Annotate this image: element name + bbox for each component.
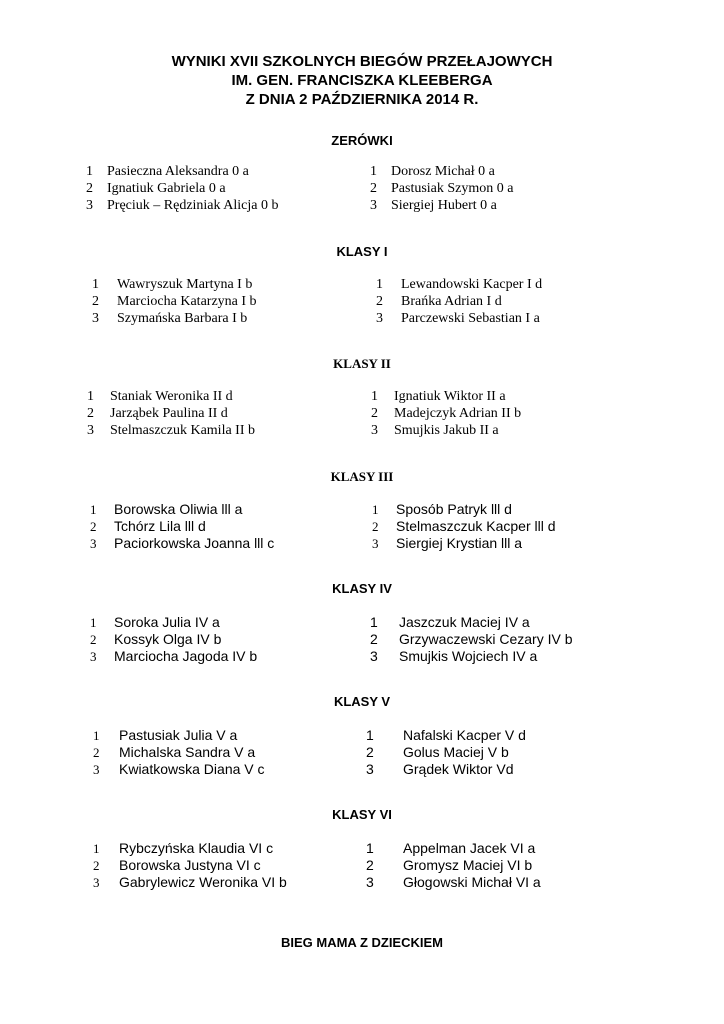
place-number: 3	[376, 311, 383, 326]
participant-name: Brańka Adrian I d	[401, 294, 502, 309]
place-number: 2	[92, 294, 99, 309]
section-heading-klasy-6: KLASY VI	[332, 807, 392, 822]
title-line-2: IM. GEN. FRANCISZKA KLEEBERGA	[231, 72, 493, 89]
section-heading-klasy-5: KLASY V	[333, 694, 391, 709]
participant-name: Lewandowski Kacper I d	[401, 277, 543, 292]
klasy-6-girls-list	[93, 840, 363, 891]
section-heading-klasy-1: KLASY I	[336, 244, 388, 259]
place-number: 3	[370, 648, 378, 664]
place-number: 2	[366, 857, 374, 873]
participant-name: Ignatiuk Gabriela 0 a	[107, 181, 226, 196]
list-item	[370, 163, 620, 180]
title-line-3: Z DNIA 2 PAŹDZIERNIKA 2014 R.	[245, 91, 479, 108]
list-item	[86, 163, 356, 180]
list-item	[90, 631, 360, 648]
title-line-1: WYNIKI XVII SZKOLNYCH BIEGÓW PRZEŁAJOWYCH	[171, 53, 553, 70]
klasy-5-boys-list	[366, 727, 636, 778]
participant-name: Grzywaczewski Cezary IV b	[399, 631, 573, 647]
list-item	[366, 744, 636, 761]
klasy-2-boys-list	[371, 388, 621, 439]
klasy-4-girls-list	[90, 614, 360, 665]
list-item	[90, 648, 360, 665]
list-item	[372, 501, 632, 518]
participant-name: Grądek Wiktor Vd	[403, 761, 514, 777]
participant-name: Kwiatkowska Diana V c	[119, 761, 265, 777]
place-number: 1	[372, 502, 379, 517]
participant-name: Madejczyk Adrian II b	[394, 406, 522, 421]
participant-name: Pastusiak Julia V a	[119, 727, 238, 743]
list-item	[370, 648, 650, 665]
participant-name: Jarząbek Paulina II d	[110, 406, 228, 421]
list-item	[92, 293, 352, 310]
list-item	[366, 727, 636, 744]
place-number: 1	[93, 841, 100, 856]
list-item	[366, 840, 636, 857]
participant-name: Parczewski Sebastian I a	[401, 311, 540, 326]
place-number: 2	[371, 406, 378, 421]
list-item	[376, 276, 626, 293]
place-number: 3	[86, 198, 93, 213]
place-number: 3	[90, 649, 97, 664]
participant-name: Marciocha Jagoda IV b	[114, 648, 258, 664]
place-number: 1	[366, 727, 374, 743]
participant-name: Staniak Weronika II d	[110, 389, 233, 404]
list-item	[371, 422, 621, 439]
participant-name: Dorosz Michał 0 a	[391, 164, 495, 179]
participant-name: Stelmaszczuk Kamila II b	[110, 423, 256, 438]
participant-name: Jaszczuk Maciej IV a	[399, 614, 530, 630]
place-number: 3	[93, 762, 100, 777]
participant-name: Szymańska Barbara I b	[117, 311, 248, 326]
zerowki-boys-list	[370, 163, 620, 214]
list-item	[370, 180, 620, 197]
zerowki-girls-list	[86, 163, 356, 214]
klasy-2-girls-list	[87, 388, 357, 439]
place-number: 3	[90, 536, 97, 551]
participant-name: Michalska Sandra V a	[119, 744, 256, 760]
klasy-1-boys-list	[376, 276, 626, 327]
list-item	[370, 631, 650, 648]
participant-name: Gromysz Maciej VI b	[403, 857, 533, 873]
klasy-3-girls-list	[90, 501, 360, 552]
place-number: 3	[92, 311, 99, 326]
section-heading-zerowki: ZERÓWKI	[331, 133, 393, 148]
list-item	[371, 388, 621, 405]
list-item	[86, 197, 356, 214]
place-number: 1	[371, 389, 378, 404]
place-number: 2	[90, 519, 97, 534]
participant-name: Siergiej Hubert 0 a	[391, 198, 497, 213]
list-item	[93, 761, 363, 778]
list-item	[90, 614, 360, 631]
list-item	[87, 422, 357, 439]
list-item	[376, 310, 626, 327]
place-number: 1	[92, 277, 99, 292]
section-heading-klasy-4: KLASY IV	[332, 581, 392, 596]
participant-name: Soroka Julia IV a	[114, 614, 220, 630]
place-number: 1	[86, 164, 93, 179]
place-number: 2	[93, 858, 100, 873]
list-item	[366, 761, 636, 778]
list-item	[92, 276, 352, 293]
list-item	[93, 857, 363, 874]
list-item	[366, 857, 636, 874]
list-item	[370, 614, 650, 631]
list-item	[376, 293, 626, 310]
list-item	[92, 310, 352, 327]
place-number: 2	[90, 632, 97, 647]
participant-name: Głogowski Michał VI a	[403, 874, 541, 890]
list-item	[93, 744, 363, 761]
participant-name: Wawryszuk Martyna I b	[117, 277, 253, 292]
participant-name: Borowska Oliwia lll a	[114, 501, 243, 517]
participant-name: Pasieczna Aleksandra 0 a	[107, 164, 249, 179]
list-item	[366, 874, 636, 891]
place-number: 1	[87, 389, 94, 404]
list-item	[372, 535, 632, 552]
place-number: 1	[366, 840, 374, 856]
participant-name: Rybczyńska Klaudia VI c	[119, 840, 274, 856]
place-number: 2	[376, 294, 383, 309]
place-number: 2	[366, 744, 374, 760]
place-number: 1	[93, 728, 100, 743]
list-item	[93, 874, 363, 891]
place-number: 1	[90, 615, 97, 630]
place-number: 2	[87, 406, 94, 421]
klasy-1-girls-list	[92, 276, 352, 327]
list-item	[371, 405, 621, 422]
participant-name: Sposób Patryk lll d	[396, 501, 512, 517]
section-heading-klasy-3: KLASY III	[330, 469, 394, 484]
participant-name: Appelman Jacek VI a	[403, 840, 536, 856]
list-item	[93, 727, 363, 744]
klasy-4-boys-list	[370, 614, 650, 665]
participant-name: Tchórz Lila lll d	[114, 518, 206, 534]
place-number: 2	[372, 519, 379, 534]
participant-name: Marciocha Katarzyna I b	[117, 294, 257, 309]
list-item	[87, 405, 357, 422]
participant-name: Ignatiuk Wiktor II a	[394, 389, 506, 404]
participant-name: Kossyk Olga IV b	[114, 631, 222, 647]
place-number: 1	[370, 614, 378, 630]
document-title	[0, 52, 724, 109]
participant-name: Smujkis Jakub II a	[394, 423, 499, 438]
place-number: 3	[87, 423, 94, 438]
place-number: 3	[366, 761, 374, 777]
place-number: 2	[86, 181, 93, 196]
list-item	[372, 518, 632, 535]
participant-name: Gabrylewicz Weronika VI b	[119, 874, 287, 890]
participant-name: Stelmaszczuk Kacper lll d	[396, 518, 556, 534]
place-number: 1	[376, 277, 383, 292]
participant-name: Paciorkowska Joanna lll c	[114, 535, 275, 551]
klasy-5-girls-list	[93, 727, 363, 778]
place-number: 3	[366, 874, 374, 890]
place-number: 3	[371, 423, 378, 438]
list-item	[86, 180, 356, 197]
participant-name: Borowska Justyna VI c	[119, 857, 261, 873]
list-item	[90, 501, 360, 518]
place-number: 2	[93, 745, 100, 760]
list-item	[90, 518, 360, 535]
participant-name: Siergiej Krystian lll a	[396, 535, 523, 551]
section-heading-klasy-2: KLASY II	[333, 356, 391, 371]
place-number: 2	[370, 631, 378, 647]
list-item	[93, 840, 363, 857]
participant-name: Pręciuk – Rędziniak Alicja 0 b	[107, 198, 279, 213]
place-number: 3	[370, 198, 377, 213]
list-item	[87, 388, 357, 405]
place-number: 3	[93, 875, 100, 890]
participant-name: Smujkis Wojciech IV a	[399, 648, 538, 664]
klasy-6-boys-list	[366, 840, 636, 891]
place-number: 1	[90, 502, 97, 517]
list-item	[90, 535, 360, 552]
list-item	[370, 197, 620, 214]
place-number: 2	[370, 181, 377, 196]
participant-name: Golus Maciej V b	[403, 744, 509, 760]
place-number: 1	[370, 164, 377, 179]
klasy-3-boys-list	[372, 501, 632, 552]
participant-name: Pastusiak Szymon 0 a	[391, 181, 514, 196]
participant-name: Nafalski Kacper V d	[403, 727, 526, 743]
place-number: 3	[372, 536, 379, 551]
section-heading-bieg-mama-z-dzieckiem: BIEG MAMA Z DZIECKIEM	[280, 935, 443, 950]
